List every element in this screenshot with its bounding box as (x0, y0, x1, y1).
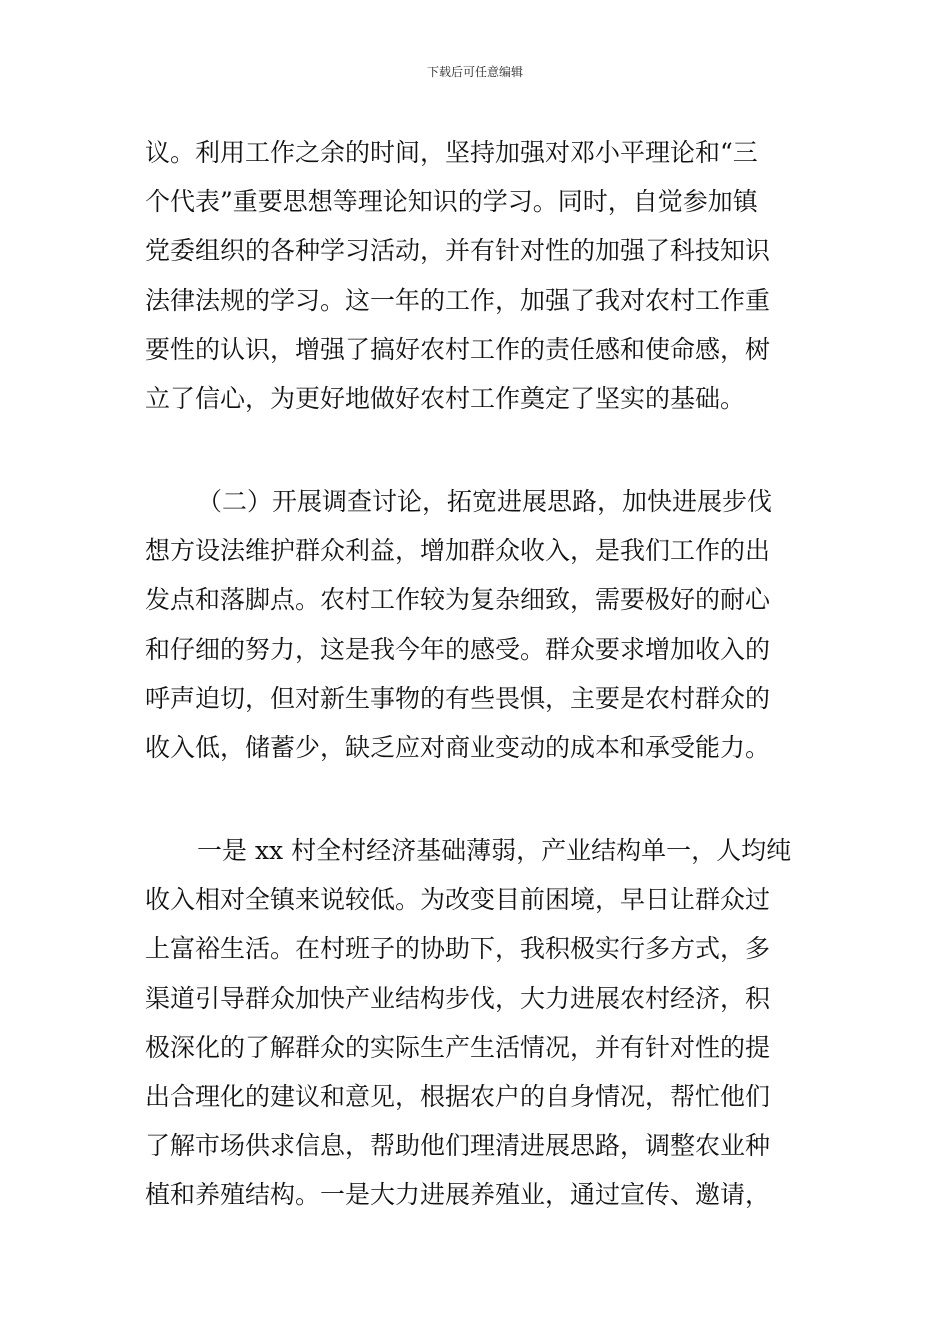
text-line: 和仔细的努力，这是我今年的感受。群众要求增加收入的 (145, 634, 771, 664)
paragraph-study (145, 128, 805, 423)
text-line: 想方设法维护群众利益，增加群众收入，是我们工作的出 (145, 536, 771, 566)
text-line: 发点和落脚点。农村工作较为复杂细致，需要极好的耐心 (145, 585, 771, 615)
text-line: 极深化的了解群众的实际生产生活情况，并有针对性的提 (145, 1032, 771, 1062)
text-line: 党委组织的各种学习活动，并有针对性的加强了科技知识 (145, 236, 771, 266)
text-line: 收入相对全镇来说较低。为改变目前困境，早日让群众过 (145, 885, 771, 915)
paragraph-section-two (145, 477, 805, 772)
text-line: 呼声迫切，但对新生事物的有些畏惧，主要是农村群众的 (145, 683, 771, 713)
text-line: 法律法规的学习。这一年的工作，加强了我对农村工作重 (145, 285, 771, 315)
text-line: 植和养殖结构。一是大力进展养殖业，通过宣传、邀请， (145, 1180, 771, 1210)
text-line: 一是 xx 村全村经济基础薄弱，产业结构单一，人均纯 (197, 836, 792, 865)
text-line: 要性的认识，增强了搞好农村工作的责任感和使命感，树 (145, 334, 771, 364)
text-line: 个代表”重要思想等理论知识的学习。同时，自觉参加镇 (145, 187, 758, 217)
text-line: 上富裕生活。在村班子的协助下，我积极实行多方式，多 (145, 934, 771, 964)
paragraph-village-economy (145, 826, 805, 1220)
text-line: 收入低，储蓄少，缺乏应对商业变动的成本和承受能力。 (145, 732, 771, 762)
text-line: 议。利用工作之余的时间，坚持加强对邓小平理论和“三 (145, 138, 758, 167)
section-heading-line: （二）开展调查讨论，拓宽进展思路，加快进展步伐 (197, 487, 773, 516)
page-header-note: 下载后可任意编辑 (426, 65, 523, 79)
text-line: 渠道引导群众加快产业结构步伐，大力进展农村经济，积 (145, 983, 771, 1013)
text-line: 了解市场供求信息，帮助他们理清进展思路，调整农业种 (145, 1131, 771, 1161)
text-line: 出合理化的建议和意见，根据农户的自身情况，帮忙他们 (145, 1081, 771, 1111)
text-line: 立了信心，为更好地做好农村工作奠定了坚实的基础。 (145, 383, 746, 413)
